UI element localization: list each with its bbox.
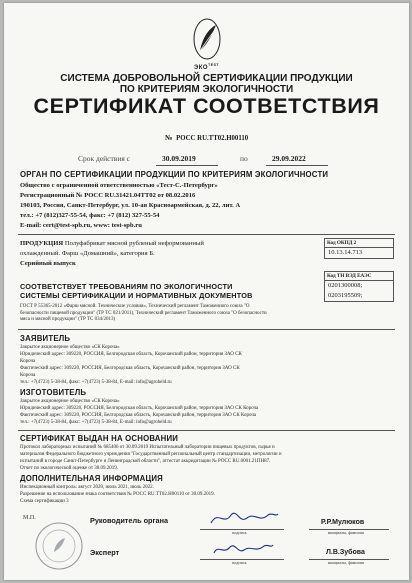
- organ-stamp-icon: [34, 521, 84, 571]
- basis-line1: Протокол лабораторных испытаний № 685406 от 30.09.2019 Испытательный лаборатории пищевых продуктов, сырья и: [20, 445, 275, 450]
- applicant-line6: тел.: +7(4723) 5-38-84, факс: +7(4723) 5-38-84, E-mail: info@agroheld.ru: [20, 380, 172, 385]
- okpd-code-box: [324, 238, 394, 259]
- divider: [18, 234, 395, 235]
- head-name: Р.Р.Мулюков: [321, 519, 365, 526]
- head-signature-icon: [208, 506, 280, 528]
- number-label: №: [164, 133, 173, 142]
- organ-line5: E-mail: cert@test-spb.ru, www: test-spb.ru: [20, 222, 142, 229]
- product-label: ПРОДУКЦИЯ: [20, 240, 64, 247]
- basis-line2: материалов Федерального бюджетного учреждения "Государственный региональный центр стандартизации, метрологии и: [20, 452, 282, 457]
- expert-signature-caption: подпись: [232, 560, 247, 565]
- organ-line1: Общество с ограниченной ответственностью «Тест-С.-Петербург»: [20, 182, 218, 189]
- applicant-line4: Фактический адрес: 309220, РОССИЯ, Белгородская область, Корочанский район, территория ЗАО СК: [20, 366, 240, 371]
- product-line1: Полуфабрикат мясной рубленый неформованный: [64, 240, 204, 247]
- organ-line4: тел.: +7 (812)327-55-54, факс: +7 (812) 327-55-54: [20, 212, 160, 219]
- additional-heading: ДОПОЛНИТЕЛЬНАЯ ИНФОРМАЦИЯ: [20, 474, 163, 483]
- product-line3: Серийный выпуск: [20, 260, 76, 267]
- manufacturer-line4: тел.: +7(4723) 5-38-84, факс: +7(4723) 5-38-84, E-mail: info@agroheld.ru: [20, 420, 172, 425]
- manufacturer-line3: Фактический адрес: 309220, РОССИЯ, Белгородская область, Корочанский район, территория ЗАО СК Короча: [20, 413, 257, 418]
- validity-row: [78, 154, 130, 163]
- organ-line3: 190103, Россия, Санкт-Петербург, ул. 10-ая Красноармейская, д. 22, лит. А: [20, 202, 241, 209]
- additional-line3: Схема сертификации 3: [20, 499, 69, 504]
- conformity-line3: мяса и мясной продукции" (ТР ТС 034/2013): [20, 317, 116, 322]
- validity-label: Срок действия с: [78, 154, 130, 163]
- additional-line1: Инспекционный контроль: август 2020, июль 2021, июль 2022.: [20, 485, 154, 490]
- conformity-line2: безопасности пищевой продукции" (ТР ТС 021/2011), Технический регламент Таможенного союза "О безопасности: [20, 310, 267, 316]
- expert-signature-icon: [210, 539, 276, 559]
- valid-from-underline: [156, 165, 218, 166]
- system-title-line2: ПО КРИТЕРИЯМ ЭКОЛОГИЧНОСТИ: [119, 84, 294, 95]
- organ-heading: ОРГАН ПО СЕРТИФИКАЦИИ ПРОДУКЦИИ ПО КРИТЕРИЯМ ЭКОЛОГИЧНОСТИ: [20, 170, 329, 179]
- valid-to-underline: [266, 165, 328, 166]
- tnved-caption: Код ТН ВЭД ЕАЭС: [325, 272, 393, 281]
- head-label: Руководитель органа: [90, 516, 169, 525]
- basis-line3: испытаний в городе Санкт-Петербурге и Ленинградской области", аттестат аккредитации № РОСС RU.0001.21ПН87.: [20, 459, 271, 464]
- basis-heading: СЕРТИФИКАТ ВЫДАН НА ОСНОВАНИИ: [20, 434, 179, 443]
- certificate-number-row: [4, 133, 409, 142]
- head-signature-caption: подпись: [232, 530, 247, 535]
- divider: [18, 430, 395, 431]
- stamp-label: М.П.: [23, 515, 36, 521]
- head-name-caption: инициалы, фамилия: [328, 530, 364, 535]
- valid-to-wrap: [272, 154, 306, 163]
- applicant-heading: ЗАЯВИТЕЛЬ: [20, 334, 71, 343]
- valid-to: 29.09.2022: [272, 154, 306, 163]
- logo-caption: [194, 63, 219, 71]
- eco-leaf-logo-icon: [192, 17, 222, 61]
- applicant-line1: Закрытое акционерное общество «СК Короча»: [20, 345, 120, 350]
- applicant-line5: Короча: [20, 373, 36, 378]
- expert-name-caption: инициалы, фамилия: [328, 560, 364, 565]
- valid-from: 30.09.2019: [162, 154, 196, 163]
- system-title-line1: СИСТЕМА ДОБРОВОЛЬНОЙ СЕРТИФИКАЦИИ ПРОДУКЦИИ: [60, 73, 353, 84]
- certificate-sheet: [4, 3, 409, 580]
- conformity-line1: ГОСТ Р 55365-2012 «Фарш мясной. Технические условия», Технический регламент Таможенного союза "О: [20, 304, 250, 309]
- basis-line4: Отчет по экологической оценке от 30.09.2019.: [20, 466, 119, 471]
- organ-line2: Регистрационный № РОСС RU.31421.04ТТ02 от 08.02.2016: [20, 192, 196, 199]
- conformity-heading2: СИСТЕМЫ СЕРТИФИКАЦИИ И НОРМАТИВНЫХ ДОКУМЕНТОВ: [20, 291, 253, 300]
- validity-to-wrap: [240, 154, 248, 163]
- product-line2: охлажденный. Фарш «Домашний», категория Б.: [20, 250, 155, 257]
- applicant-line2: Юридический адрес: 309220, РОССИЯ, Белгородская область, Корочанский район, территория ЗАО СК: [20, 352, 242, 357]
- validity-to-label: по: [240, 154, 248, 163]
- conformity-heading1: СООТВЕТСТВУЕТ ТРЕБОВАНИЯМ ПО ЭКОЛОГИЧНОСТИ: [20, 282, 233, 291]
- product-line1-wrap: [20, 239, 204, 248]
- certificate-title: СЕРТИФИКАТ СООТВЕТСТВИЯ: [33, 94, 380, 118]
- expert-label: Эксперт: [90, 548, 120, 557]
- expert-name: Л.В.Зубова: [326, 549, 365, 556]
- manufacturer-heading: ИЗГОТОВИТЕЛЬ: [20, 388, 87, 397]
- additional-line2: Разрешение на использование знака соответствия № РОСС RU.ТТ02.Н00110 от 30.09.2019.: [20, 492, 215, 497]
- applicant-line3: Короча: [20, 359, 36, 364]
- logo-tagline: TEST: [208, 63, 220, 67]
- manufacturer-line2: Юридический адрес: 309220, РОССИЯ, Белгородская область, Корочанский район, территория ЗАО СК Короча: [20, 406, 259, 411]
- valid-from-wrap: [162, 154, 196, 163]
- tnved-value-2: 0203195509;: [328, 292, 363, 299]
- okpd-value: 10.13.14.713: [328, 249, 363, 256]
- okpd-caption: Код ОКПД 2: [325, 239, 393, 248]
- tnved-code-box: [324, 271, 394, 302]
- logo-name: ЭКО: [194, 65, 209, 71]
- manufacturer-line1: Закрытое акционерное общество «СК Короча»: [20, 399, 120, 404]
- divider: [18, 329, 395, 330]
- tnved-value-1: 0201300008;: [328, 282, 363, 289]
- certificate-number: РОСС RU.ТТ02.Н00110: [176, 135, 249, 142]
